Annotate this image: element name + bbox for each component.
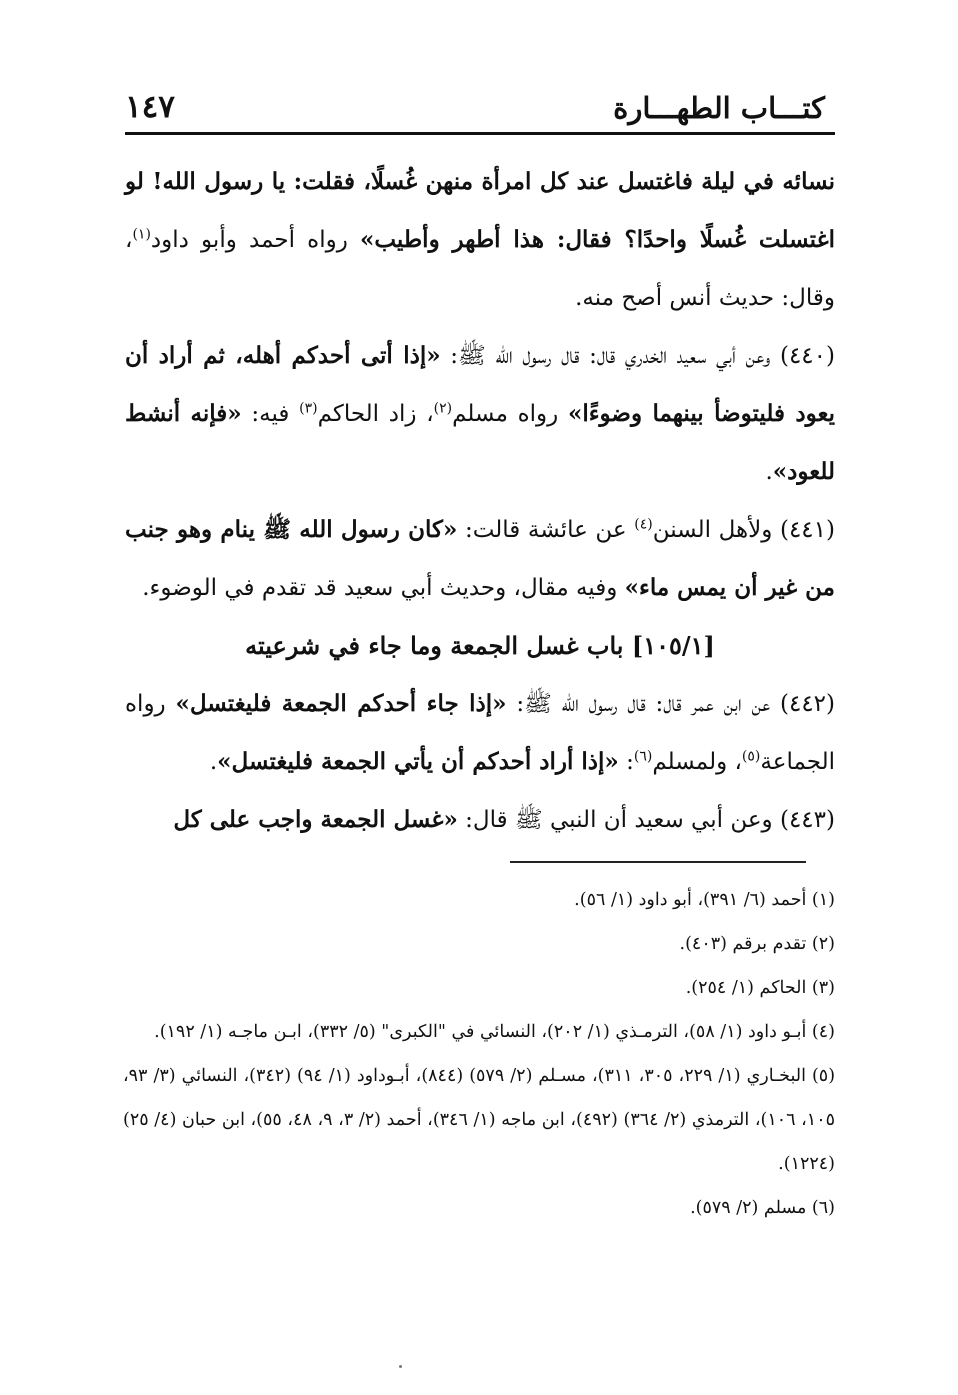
- narration-text: ، ولمسلم: [652, 749, 742, 775]
- hadith-intro: (٤٤١) ولأهل السنن: [652, 517, 835, 543]
- footnote-reference: (٤): [634, 516, 653, 533]
- footnote-4: (٤) أبـو داود (١/ ٥٨)، الترمـذي (١/ ٢٠٢)، النسائي في "الكبرى" (٥/ ٣٣٢)، ابـن ماجـه (١/ ١٩٢).: [154, 1022, 835, 1042]
- footnotes: [123, 878, 835, 1230]
- section-heading: [١٠٥/١] باب غسل الجمعة وما جاء في شرعيته: [245, 631, 715, 660]
- hadith-text: «إذا أتى أحدكم أهله، ثم أراد أن يعود فليتوضأ بينهما وضوءًا»: [125, 342, 835, 427]
- narration-text: رواه مسلم: [452, 401, 568, 427]
- hadith-text: «إذا جاء أحدكم الجمعة فليغتسل»: [175, 690, 507, 717]
- narration-text: ، زاد الحاكم: [317, 401, 434, 427]
- hadith-text: «غسل الجمعة واجب على كل: [173, 806, 458, 833]
- hadith-intro: عن عائشة قالت:: [457, 517, 635, 543]
- footnote-reference: (٣): [299, 400, 318, 417]
- chapter-title: كتـــاب الطهـــارة: [613, 91, 825, 125]
- footnote-reference: (١): [132, 226, 151, 243]
- footnote-2: (٢) تقدم برقم (٤٠٣).: [679, 934, 835, 954]
- hadith-text: نسائه في ليلة فاغتسل عند كل امرأة منهن غُسلًا، فقلت: يا رسول الله! لو اغتسلت غُسلًا واحدًا؟ فقال: هذا أطهر وأطيب»: [125, 168, 835, 253]
- hadith-intro: (٤٤٣) وعن أبي سعيد أن النبي ﷺ قال:: [457, 807, 835, 833]
- footnote-reference: (٢): [433, 400, 453, 417]
- footnote-5: (٥) البخـاري (١/ ٢٢٩، ٣٠٥، ٣١١)، مسـلم (٢/ ٥٧٩) (٨٤٤)، أبـوداود (١/ ٩٤) (٣٤٢)، النسائي (٣/ ٩٣، ١٠٥، ١٠٦)، الترمذي (٢/ ٣٦٤) (٤٩٢)، ابن ماجه (١/ ٣٤٦)، أحمد (٢/ ٣، ٩، ٤٨، ٥٥)، ابن حبان (٤/ ٢٥) (١٢٢٤).: [123, 1066, 836, 1174]
- punctuation: .: [765, 459, 773, 485]
- narration-text: :: [618, 749, 634, 775]
- hadith-paragraph-440: [125, 327, 835, 501]
- hadith-text: «كان رسول الله ﷺ ينام وهو جنب من غير أن يمس ماء»: [125, 516, 835, 601]
- scan-speck: [399, 1365, 402, 1368]
- footnote-3: (٣) الحاكم (١/ ٢٥٤).: [685, 978, 835, 998]
- hadith-paragraph-443: [125, 791, 835, 849]
- footnote-reference: (٥): [741, 748, 761, 765]
- punctuation: .: [209, 749, 218, 775]
- hadith-intro: (٤٤٢) عن ابن عمر قال: قال رسول الله ﷺ:: [506, 691, 836, 717]
- hadith-paragraph-441: [125, 501, 835, 617]
- narration-text: رواه الجماعة: [125, 691, 835, 775]
- page-number: ١٤٧: [125, 89, 175, 125]
- footnote-divider: [510, 861, 806, 863]
- paragraph-continuation: [125, 153, 835, 327]
- narration-text: رواه أحمد وأبو داود: [150, 227, 360, 253]
- hadith-intro: (٤٤٠) وعن أبي سعيد الخدري قال: قال رسول الله ﷺ:: [440, 343, 835, 369]
- footnote-reference: (٦): [633, 748, 653, 765]
- footnote-6: (٦) مسلم (٢/ ٥٧٩).: [690, 1198, 835, 1218]
- footnote-1: (١) أحمد (٦/ ٣٩١)، أبو داود (١/ ٥٦).: [574, 890, 835, 910]
- main-text: [125, 153, 835, 849]
- hadith-text: «فإنه أنشط للعود»: [125, 400, 835, 485]
- commentary-text: ، وقال: حديث أنس أصح منه.: [125, 227, 835, 311]
- page-content: [125, 88, 835, 849]
- hadith-text: «إذا أراد أحدكم أن يأتي الجمعة فليغتسل»: [217, 748, 619, 775]
- commentary-text: وفيه مقال، وحديث أبي سعيد قد تقدم في الوضوء.: [142, 575, 625, 601]
- hadith-paragraph-442: [125, 675, 835, 791]
- narration-text: فيه:: [241, 401, 300, 427]
- running-header: [125, 88, 835, 135]
